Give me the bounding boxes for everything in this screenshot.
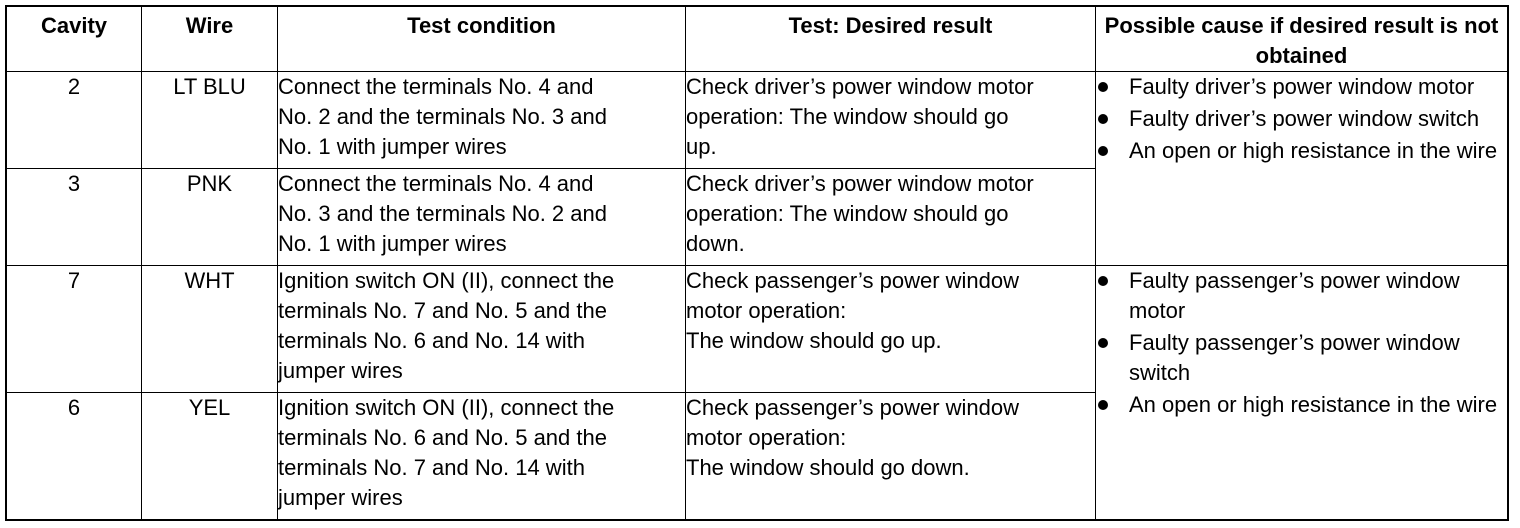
table-row (7, 266, 1508, 393)
table-row (7, 72, 1508, 169)
bullet-icon (1098, 82, 1108, 92)
table-header-row (7, 7, 1508, 72)
test-condition-cell: Connect the terminals No. 4 and No. 3 and the terminals No. 2 and No. 1 with jumper wires (278, 169, 686, 266)
cause-text: Faulty passenger’s power window motor (1129, 268, 1460, 323)
test-condition-cell: Connect the terminals No. 4 and No. 2 and the terminals No. 3 and No. 1 with jumper wires (278, 72, 686, 169)
cause-text: An open or high resistance in the wire (1129, 392, 1498, 417)
bullet-icon (1098, 114, 1108, 124)
bullet-icon (1098, 338, 1108, 348)
cavity-cell: 7 (7, 266, 142, 393)
cavity-cell: 3 (7, 169, 142, 266)
troubleshooting-table (6, 6, 1508, 520)
test-condition-cell: Ignition switch ON (II), connect the terminals No. 7 and No. 5 and the terminals No. 6 and No. 14 with jumper wires (278, 266, 686, 393)
wire-cell: PNK (142, 169, 278, 266)
cause-text: Faulty passenger’s power window switch (1129, 330, 1460, 385)
list-item (1096, 136, 1507, 166)
desired-result-cell: Check driver’s power window motor operation: The window should go down. (686, 169, 1096, 266)
cause-text: An open or high resistance in the wire (1129, 138, 1498, 163)
bullet-icon (1098, 146, 1108, 156)
header-possible-cause: Possible cause if desired result is not obtained (1096, 7, 1508, 72)
header-test-condition: Test condition (278, 7, 686, 72)
list-item (1096, 104, 1507, 134)
desired-result-cell: Check passenger’s power window motor operation: The window should go down. (686, 393, 1096, 520)
cavity-cell: 2 (7, 72, 142, 169)
list-item (1096, 390, 1507, 420)
cause-text: Faulty driver’s power window switch (1129, 106, 1480, 131)
bullet-icon (1098, 276, 1108, 286)
possible-cause-cell (1096, 72, 1508, 266)
header-cavity: Cavity (7, 7, 142, 72)
cavity-cell: 6 (7, 393, 142, 520)
wire-cell: WHT (142, 266, 278, 393)
header-wire: Wire (142, 7, 278, 72)
cause-list (1096, 72, 1507, 166)
possible-cause-cell (1096, 266, 1508, 520)
header-desired-result: Test: Desired result (686, 7, 1096, 72)
list-item (1096, 328, 1507, 388)
wire-cell: LT BLU (142, 72, 278, 169)
cause-text: Faulty driver’s power window motor (1129, 74, 1475, 99)
list-item (1096, 266, 1507, 326)
bullet-icon (1098, 400, 1108, 410)
desired-result-cell: Check passenger’s power window motor operation: The window should go up. (686, 266, 1096, 393)
cause-list (1096, 266, 1507, 420)
test-condition-cell: Ignition switch ON (II), connect the terminals No. 6 and No. 5 and the terminals No. 7 and No. 14 with jumper wires (278, 393, 686, 520)
wire-cell: YEL (142, 393, 278, 520)
desired-result-cell: Check driver’s power window motor operation: The window should go up. (686, 72, 1096, 169)
list-item (1096, 72, 1507, 102)
